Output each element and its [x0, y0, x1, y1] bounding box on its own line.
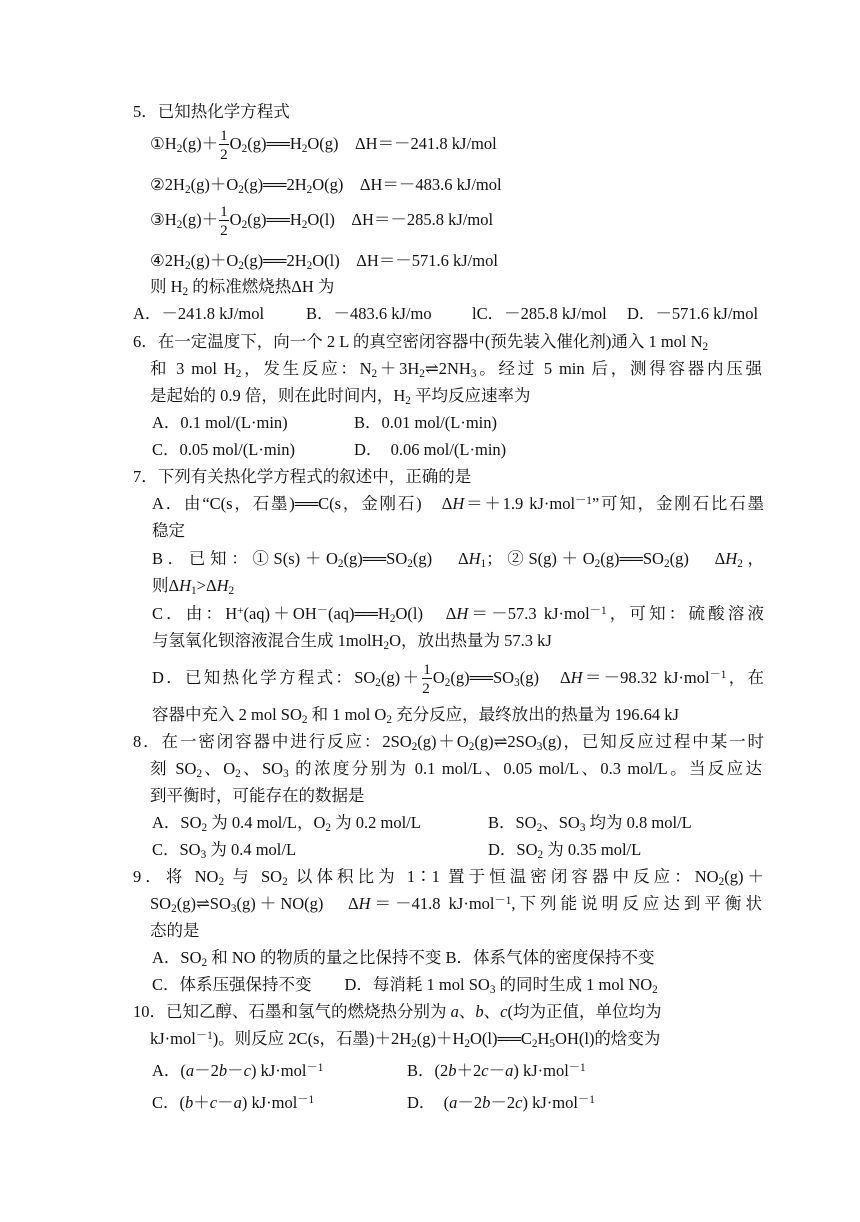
question-10-option-d: D． (a－2b－2c) kJ·mol$^{-1}$: [407, 1093, 595, 1112]
question-6-line-2: 和 3 mol $H_2$，发生反应：$N_2+3H_2\rightleftharpoons 2NH_3$。经过 5 min 后，测得容器内压强: [150, 359, 762, 381]
question-10-option-a: A．(a－2b－c) kJ·mol$^{-1}$: [152, 1061, 324, 1080]
question-7-option-a: A．由“C(s，石墨)══C(s，金刚石) ΔH＝＋1.9 kJ·mol$^{-1}$”可知，金刚石比石墨: [152, 494, 764, 513]
option-c: lC．－285.8 kJ/mol: [472, 304, 607, 323]
question-9-line-3: 态的是: [150, 921, 200, 940]
question-10-line-2: kJ·mol$^{-1}$)。则反应 2C(s，石墨)$+2H_2(g)+H_2O(l)══C_2H_5OH(l)$的焓变为: [150, 1029, 661, 1051]
question-10-line-1: 10．已知乙醇、石墨和氢气的燃烧热分别为 a、b、c(均为正值，单位均为: [133, 1002, 662, 1021]
question-9-line-1: 9．将 $NO_2$ 与 $SO_2$ 以体积比为 1∶1 置于恒温密闭容器中反应：$NO_2(g)+$: [133, 867, 765, 889]
question-8-option-d: D．$SO_2$ 为 0.35 mol/L: [488, 840, 642, 862]
question-8-option-b: B．$SO_2$、$SO_3$ 均为 0.8 mol/L: [488, 813, 692, 835]
question-8-line-1: 8．在一密闭容器中进行反应：$2SO_2(g)+O_2(g)\rightleftharpoons 2SO_3(g)$，已知反应过程中某一时: [133, 732, 764, 754]
question-7-option-c: C．由：$H^+(aq)+OH^-(aq)══H_2O(l)$ ΔH＝－57.3 kJ·mol$^{-1}$，可知：硫酸溶液: [152, 604, 765, 626]
fraction-half: $\frac{1}{2}$: [422, 661, 431, 698]
question-10-option-c: C．(b＋c－a) kJ·mol$^{-1}$: [152, 1093, 315, 1112]
question-7-option-b-cont: 则$\Delta H_1>\Delta H_2$: [152, 576, 235, 598]
question-8-option-c: C．$SO_3$ 为 0.4 mol/L: [152, 840, 297, 862]
fraction-half: $\frac{1}{2}$: [220, 203, 228, 240]
question-7-option-b: B．已知：$①S(s)+O_2(g)══SO_2(g)$ $\Delta H_1$；$②S(g)+O_2(g)══SO_2(g)$ $\Delta H_2$，: [152, 549, 764, 571]
question-7-option-a-cont: 稳定: [152, 521, 185, 540]
question-8-option-a: A．$SO_2$ 为 0.4 mol/L，$O_2$ 为 0.2 mol/L: [152, 813, 421, 835]
question-6-option-c: C．0.05 mol/(L·min): [152, 440, 295, 459]
option-d: D．－571.6 kJ/mol: [627, 304, 759, 323]
question-6-option-d: D． 0.06 mol/(L·min): [354, 440, 507, 459]
question-5-ask: 则 $H_2$ 的标准燃烧热ΔH 为: [150, 277, 335, 299]
question-6-option-a: A．0.1 mol/(L·min): [152, 413, 288, 432]
question-5-options: [133, 303, 759, 325]
question-7-option-d: D．已知热化学方程式：$SO_2(g)+$ $\frac{1}{2}$ $O_2(g)══SO_3(g)$ ΔH＝－98.32 kJ·mol$^{-1}$，在: [152, 661, 765, 698]
equation-1: $①H_2(g)+$ $\frac{1}{2}$ $O_2(g)══H_2O(g)$ ΔH＝－241.8 kJ/mol: [150, 127, 497, 164]
question-7-stem: 7．下列有关热化学方程式的叙述中，正确的是: [133, 467, 472, 486]
question-7-option-c-cont: 与氢氧化钡溶液混合生成 1molH$_2$O，放出热量为 57.3 kJ: [152, 631, 552, 653]
equation-3: $③H_2(g)+$ $\frac{1}{2}$ $O_2(g)══H_2O(l)$ ΔH＝－285.8 kJ/mol: [150, 203, 494, 240]
fraction-half: $\frac{1}{2}$: [220, 127, 228, 164]
equation-4: $④2H_2(g)+O_2(g)══2H_2O(l)$ ΔH＝－571.6 kJ/mol: [150, 251, 498, 273]
question-6-line-1: 6．在一定温度下，向一个 2 L 的真空密闭容器中(预先装入催化剂)通入 1 mol $N_2$: [133, 332, 709, 354]
question-9-line-2: $SO_2(g)\rightleftharpoons SO_3(g)+NO(g)$ ΔH＝－41.8 kJ·mol$^{-1}$,下列能说明反应达到平衡状: [150, 894, 763, 916]
question-6-line-3: 是起始的 0.9 倍，则在此时间内，$H_2$ 平均反应速率为: [150, 386, 531, 408]
question-5-stem: 5．已知热化学方程式: [133, 102, 290, 121]
equation-2: $②2H_2(g)+O_2(g)══2H_2O(g)$ ΔH＝－483.6 kJ/mol: [150, 175, 502, 197]
question-8-line-2: 刻 $SO_2$、$O_2$、$SO_3$ 的浓度分别为 0.1 mol/L、0.05 mol/L、0.3 mol/L。当反应达: [150, 759, 763, 781]
question-7-option-d-cont: 容器中充入 2 mol $SO_2$ 和 1 mol $O_2$ 充分反应，最终放出的热量为 196.64 kJ: [152, 705, 679, 727]
question-6-option-b: B．0.01 mol/(L·min): [354, 413, 497, 432]
question-9-options-cd: C．体系压强保持不变 D．每消耗 1 mol $SO_3$ 的同时生成 1 mol $NO_2$: [152, 975, 658, 997]
option-a: A．－241.8 kJ/mol: [133, 304, 265, 323]
question-9-options-ab: A．$SO_2$ 和 NO 的物质的量之比保持不变 B．体系气体的密度保持不变: [152, 948, 655, 970]
option-b: B．－483.6 kJ/mo: [306, 304, 432, 323]
question-8-line-3: 到平衡时，可能存在的数据是: [150, 786, 365, 805]
question-10-option-b: B．(2b＋2c－a) kJ·mol$^{-1}$: [407, 1061, 586, 1080]
